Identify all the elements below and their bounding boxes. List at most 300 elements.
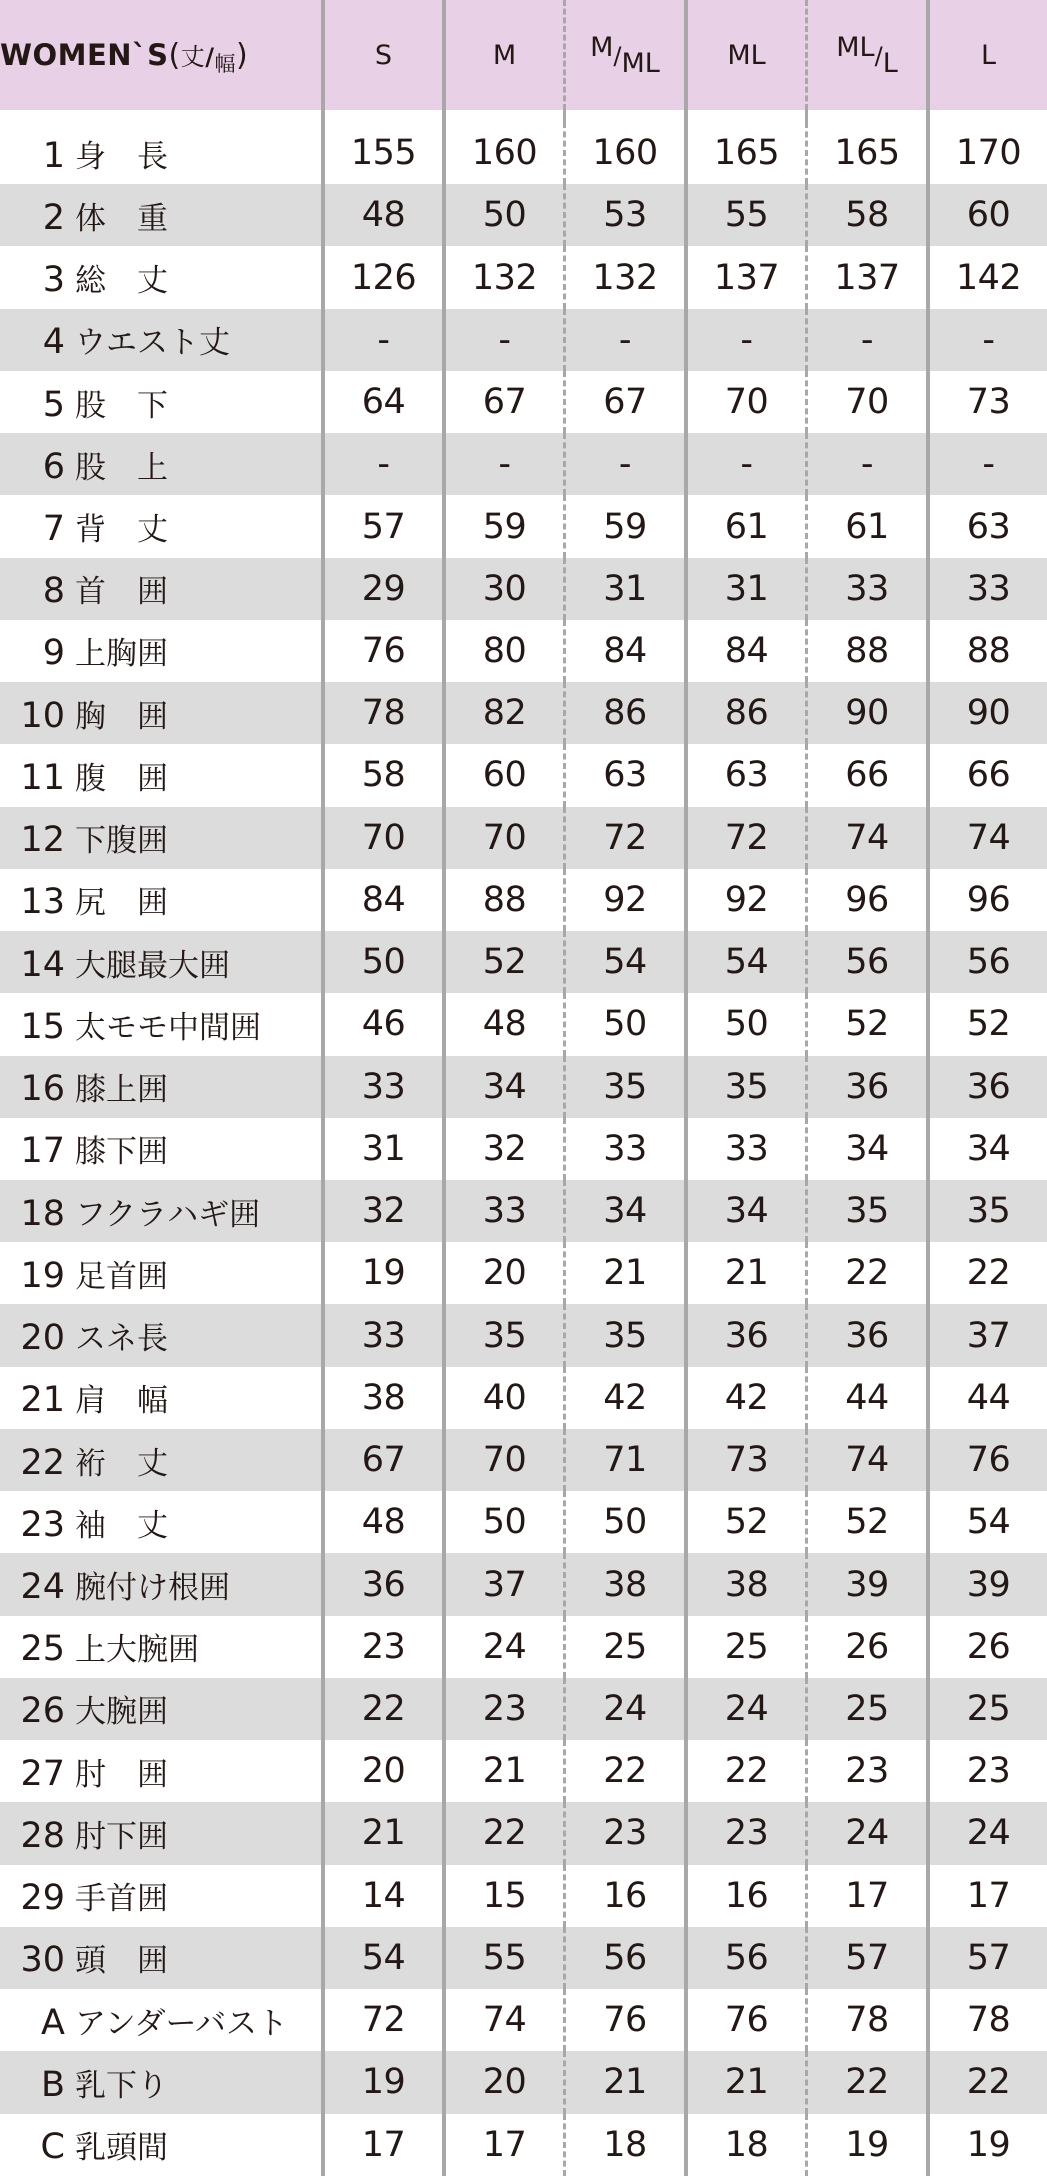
size-fraction-top: ML	[836, 31, 875, 63]
table-row	[0, 1802, 1047, 1864]
measurement-name: ウエスト丈	[75, 325, 230, 362]
value-cell-m-ml: -	[563, 309, 684, 371]
measurement-label	[0, 433, 321, 495]
value-cell-l: -	[926, 433, 1047, 495]
value-cell-m-ml: 33	[563, 1118, 684, 1180]
measurement-number: 11	[20, 757, 65, 798]
measurement-label	[0, 993, 321, 1055]
measurement-name: 太モモ中間囲	[75, 1009, 261, 1046]
value-cell-m: 24	[442, 1616, 563, 1678]
size-header-s	[321, 0, 442, 110]
measurement-number: 30	[20, 1940, 65, 1981]
measurement-number: 17	[20, 1131, 65, 1172]
value-cell-m: -	[442, 433, 563, 495]
value-cell-ml-l: 58	[805, 184, 926, 246]
value-cell-m: 30	[442, 558, 563, 620]
measurement-label	[0, 2051, 321, 2113]
measurement-name: フクラハギ囲	[75, 1196, 261, 1233]
measurement-number: 16	[20, 1069, 65, 1110]
value-cell-m: 160	[442, 122, 563, 184]
value-cell-m-ml: 160	[563, 122, 684, 184]
value-cell-ml: 34	[684, 1180, 805, 1242]
size-fraction-bottom: ML	[621, 47, 660, 79]
measurement-label	[0, 931, 321, 993]
value-cell-l: 22	[926, 1242, 1047, 1304]
value-cell-m: 82	[442, 682, 563, 744]
chart-title	[0, 0, 321, 110]
value-cell-ml-l: 137	[805, 246, 926, 308]
measurement-number: 20	[20, 1318, 65, 1359]
value-cell-s: 33	[321, 1056, 442, 1118]
value-cell-m-ml: 56	[563, 1927, 684, 1989]
table-row	[0, 2114, 1047, 2176]
value-cell-l: 34	[926, 1118, 1047, 1180]
table-row	[0, 620, 1047, 682]
measurement-label	[0, 184, 321, 246]
value-cell-l: 96	[926, 869, 1047, 931]
measurement-number: 19	[20, 1255, 65, 1296]
measurement-label	[0, 558, 321, 620]
value-cell-ml-l: 36	[805, 1304, 926, 1366]
measurement-label	[0, 246, 321, 308]
table-row	[0, 1180, 1047, 1242]
measurement-name: 肘下囲	[75, 1818, 168, 1855]
value-cell-s: 46	[321, 993, 442, 1055]
value-cell-m: 21	[442, 1740, 563, 1802]
value-cell-m-ml: -	[563, 433, 684, 495]
value-cell-l: 52	[926, 993, 1047, 1055]
value-cell-ml-l: 34	[805, 1118, 926, 1180]
value-cell-m: 132	[442, 246, 563, 308]
value-cell-ml-l: 17	[805, 1865, 926, 1927]
measurement-number: 6	[42, 446, 65, 487]
measurement-name: 尻 囲	[75, 885, 168, 922]
measurement-label	[0, 869, 321, 931]
value-cell-m: 34	[442, 1056, 563, 1118]
size-label: ML	[727, 39, 766, 71]
value-cell-m: 60	[442, 744, 563, 806]
table-row	[0, 1491, 1047, 1553]
table-row	[0, 744, 1047, 806]
measurement-name: 乳下り	[75, 2067, 168, 2104]
measurement-name: 股 下	[75, 387, 168, 424]
value-cell-ml: 35	[684, 1056, 805, 1118]
value-cell-ml: 23	[684, 1802, 805, 1864]
measurement-number: 24	[20, 1567, 65, 1607]
measurement-number: 29	[20, 1878, 65, 1919]
value-cell-s: 17	[321, 2114, 442, 2176]
value-cell-s: 54	[321, 1927, 442, 1989]
measurement-number: A	[41, 2002, 65, 2043]
value-cell-l: 57	[926, 1927, 1047, 1989]
value-cell-ml: 36	[684, 1304, 805, 1366]
value-cell-ml-l: -	[805, 433, 926, 495]
measurement-name: 手首囲	[75, 1881, 168, 1918]
value-cell-l: 19	[926, 2114, 1047, 2176]
value-cell-m-ml: 84	[563, 620, 684, 682]
table-row	[0, 558, 1047, 620]
value-cell-ml-l: 88	[805, 620, 926, 682]
value-cell-m-ml: 18	[563, 2114, 684, 2176]
measurement-number: 27	[20, 1753, 65, 1794]
value-cell-l: 17	[926, 1865, 1047, 1927]
value-cell-l: 39	[926, 1553, 1047, 1615]
measurement-number: 7	[42, 509, 65, 550]
value-cell-ml-l: 90	[805, 682, 926, 744]
value-cell-ml: 72	[684, 807, 805, 869]
value-cell-m: 32	[442, 1118, 563, 1180]
value-cell-ml: 61	[684, 495, 805, 557]
value-cell-m: 20	[442, 1242, 563, 1304]
value-cell-m: 74	[442, 1989, 563, 2051]
value-cell-m: 59	[442, 495, 563, 557]
measurement-number: C	[40, 2127, 65, 2168]
value-cell-s: 38	[321, 1367, 442, 1429]
value-cell-s: 48	[321, 1491, 442, 1553]
header-spacer	[0, 110, 1047, 122]
value-cell-m-ml: 42	[563, 1367, 684, 1429]
value-cell-ml: 42	[684, 1367, 805, 1429]
value-cell-m-ml: 35	[563, 1304, 684, 1366]
size-label: L	[980, 39, 997, 71]
value-cell-l: 26	[926, 1616, 1047, 1678]
unit-paren-open: (	[168, 38, 181, 73]
value-cell-ml-l: 61	[805, 495, 926, 557]
value-cell-ml-l: 24	[805, 1802, 926, 1864]
value-cell-l: 33	[926, 558, 1047, 620]
table-row	[0, 309, 1047, 371]
table-row	[0, 2051, 1047, 2113]
value-cell-ml-l: 33	[805, 558, 926, 620]
value-cell-m: 40	[442, 1367, 563, 1429]
value-cell-s: 57	[321, 495, 442, 557]
measurement-label	[0, 2114, 321, 2176]
value-cell-s: 20	[321, 1740, 442, 1802]
size-header-l	[926, 0, 1047, 110]
value-cell-m-ml: 92	[563, 869, 684, 931]
measurement-name: 首 囲	[75, 574, 168, 611]
value-cell-s: 72	[321, 1989, 442, 2051]
measurement-name: 膝下囲	[75, 1134, 168, 1171]
measurement-label	[0, 309, 321, 371]
value-cell-s: 29	[321, 558, 442, 620]
value-cell-ml-l: 44	[805, 1367, 926, 1429]
measurement-number: B	[40, 2064, 65, 2105]
value-cell-ml-l: 25	[805, 1678, 926, 1740]
measurement-number: 14	[20, 944, 65, 985]
value-cell-l: 74	[926, 807, 1047, 869]
value-cell-ml: 54	[684, 931, 805, 993]
value-cell-l: 54	[926, 1491, 1047, 1553]
value-cell-ml-l: 66	[805, 744, 926, 806]
measurement-number: 15	[20, 1006, 65, 1047]
measurement-name: 袖 丈	[75, 1507, 168, 1544]
measurement-label	[0, 1989, 321, 2051]
measurement-label	[0, 371, 321, 433]
value-cell-m: 22	[442, 1802, 563, 1864]
measurement-name: 大腕囲	[75, 1694, 168, 1731]
table-row	[0, 433, 1047, 495]
value-cell-m: 37	[442, 1553, 563, 1615]
value-cell-ml-l: 52	[805, 1491, 926, 1553]
value-cell-l: 78	[926, 1989, 1047, 2051]
value-cell-m: 50	[442, 184, 563, 246]
measurement-number: 18	[20, 1193, 65, 1234]
value-cell-ml: -	[684, 309, 805, 371]
value-cell-m-ml: 59	[563, 495, 684, 557]
value-cell-m: 20	[442, 2051, 563, 2113]
value-cell-ml-l: 22	[805, 1242, 926, 1304]
measurement-number: 26	[20, 1691, 65, 1732]
value-cell-s: 64	[321, 371, 442, 433]
value-cell-m-ml: 34	[563, 1180, 684, 1242]
value-cell-ml-l: 56	[805, 931, 926, 993]
value-cell-ml: 165	[684, 122, 805, 184]
value-cell-ml: 50	[684, 993, 805, 1055]
value-cell-m-ml: 50	[563, 993, 684, 1055]
measurement-name: 頭 囲	[75, 1943, 168, 1980]
value-cell-ml-l: 23	[805, 1740, 926, 1802]
value-cell-m-ml: 31	[563, 558, 684, 620]
value-cell-l: 170	[926, 122, 1047, 184]
table-row	[0, 1118, 1047, 1180]
measurement-label	[0, 1118, 321, 1180]
measurement-label	[0, 1927, 321, 1989]
value-cell-ml: 16	[684, 1865, 805, 1927]
value-cell-s: 21	[321, 1802, 442, 1864]
value-cell-s: 84	[321, 869, 442, 931]
value-cell-l: 23	[926, 1740, 1047, 1802]
measurement-name: 背 丈	[75, 512, 168, 549]
value-cell-ml: 33	[684, 1118, 805, 1180]
value-cell-m-ml: 76	[563, 1989, 684, 2051]
measurement-number: 3	[42, 260, 65, 301]
value-cell-ml-l: 70	[805, 371, 926, 433]
value-cell-s: 32	[321, 1180, 442, 1242]
value-cell-ml: 21	[684, 1242, 805, 1304]
table-row	[0, 184, 1047, 246]
value-cell-m: 55	[442, 1927, 563, 1989]
value-cell-s: 155	[321, 122, 442, 184]
value-cell-s: 14	[321, 1865, 442, 1927]
unit-paren-close: )	[235, 38, 249, 73]
value-cell-m: 48	[442, 993, 563, 1055]
value-cell-ml-l: 74	[805, 1429, 926, 1491]
table-row	[0, 1056, 1047, 1118]
value-cell-m: 88	[442, 869, 563, 931]
value-cell-m-ml: 35	[563, 1056, 684, 1118]
value-cell-m: 80	[442, 620, 563, 682]
size-fraction-bottom: L	[882, 47, 898, 79]
table-row	[0, 495, 1047, 557]
table-row	[0, 993, 1047, 1055]
measurement-number: 1	[42, 135, 65, 176]
value-cell-m: 52	[442, 931, 563, 993]
table-row	[0, 807, 1047, 869]
value-cell-ml: 31	[684, 558, 805, 620]
measurement-label	[0, 1242, 321, 1304]
value-cell-l: 37	[926, 1304, 1047, 1366]
value-cell-m: 70	[442, 1429, 563, 1491]
table-row	[0, 1616, 1047, 1678]
value-cell-ml: 55	[684, 184, 805, 246]
value-cell-ml-l: 74	[805, 807, 926, 869]
value-cell-l: 73	[926, 371, 1047, 433]
value-cell-ml-l: 52	[805, 993, 926, 1055]
value-cell-ml-l: 78	[805, 1989, 926, 2051]
measurement-number: 25	[20, 1629, 65, 1670]
measurement-label	[0, 1367, 321, 1429]
measurement-number: 9	[42, 633, 65, 674]
value-cell-ml-l: 165	[805, 122, 926, 184]
value-cell-l: 35	[926, 1180, 1047, 1242]
size-header-ml	[684, 0, 805, 110]
value-cell-ml-l: 22	[805, 2051, 926, 2113]
measurement-label	[0, 1802, 321, 1864]
size-chart-body	[0, 122, 1047, 2176]
value-cell-m-ml: 132	[563, 246, 684, 308]
measurement-number: 28	[20, 1815, 65, 1856]
measurement-name: 肩 幅	[75, 1383, 168, 1420]
size-fraction-slash: /	[613, 41, 622, 70]
value-cell-ml: 18	[684, 2114, 805, 2176]
value-cell-l: 56	[926, 931, 1047, 993]
value-cell-l: 76	[926, 1429, 1047, 1491]
measurement-name: 大腿最大囲	[75, 947, 230, 984]
value-cell-l: 142	[926, 246, 1047, 308]
value-cell-ml: 92	[684, 869, 805, 931]
value-cell-s: 19	[321, 1242, 442, 1304]
value-cell-ml-l: 39	[805, 1553, 926, 1615]
measurement-name: 乳頭間	[75, 2130, 168, 2167]
value-cell-m-ml: 21	[563, 1242, 684, 1304]
size-label: M	[492, 39, 517, 71]
value-cell-s: 23	[321, 1616, 442, 1678]
measurement-label	[0, 495, 321, 557]
value-cell-s: -	[321, 309, 442, 371]
value-cell-ml: 86	[684, 682, 805, 744]
measurement-label	[0, 1491, 321, 1553]
value-cell-s: 19	[321, 2051, 442, 2113]
table-row	[0, 371, 1047, 433]
measurement-name: アンダーバスト	[75, 2005, 288, 2042]
value-cell-l: 90	[926, 682, 1047, 744]
value-cell-s: 78	[321, 682, 442, 744]
value-cell-m: -	[442, 309, 563, 371]
value-cell-m-ml: 50	[563, 1491, 684, 1553]
value-cell-ml: 73	[684, 1429, 805, 1491]
value-cell-ml: 84	[684, 620, 805, 682]
measurement-label	[0, 122, 321, 184]
value-cell-m-ml: 72	[563, 807, 684, 869]
table-row	[0, 1678, 1047, 1740]
value-cell-l: 63	[926, 495, 1047, 557]
measurement-label	[0, 1553, 321, 1615]
measurement-number: 21	[20, 1380, 65, 1421]
measurement-label	[0, 744, 321, 806]
value-cell-ml-l: 36	[805, 1056, 926, 1118]
measurement-number: 5	[42, 384, 65, 425]
measurement-name: 胸 囲	[75, 698, 168, 735]
measurement-name: 腹 囲	[75, 760, 168, 797]
size-fraction-top: M	[590, 31, 614, 63]
value-cell-m: 23	[442, 1678, 563, 1740]
table-row	[0, 1865, 1047, 1927]
header-row	[0, 0, 1047, 110]
table-row	[0, 931, 1047, 993]
value-cell-l: 44	[926, 1367, 1047, 1429]
value-cell-ml: 56	[684, 1927, 805, 1989]
measurement-number: 23	[20, 1504, 65, 1545]
measurement-label	[0, 1616, 321, 1678]
measurement-name: 肘 囲	[75, 1756, 168, 1793]
value-cell-m-ml: 23	[563, 1802, 684, 1864]
value-cell-ml: 76	[684, 1989, 805, 2051]
unit-length-label: 丈	[180, 43, 206, 71]
measurement-number: 2	[42, 197, 65, 238]
measurement-label	[0, 1678, 321, 1740]
table-row	[0, 869, 1047, 931]
value-cell-s: 48	[321, 184, 442, 246]
value-cell-ml-l: 19	[805, 2114, 926, 2176]
measurement-label	[0, 1740, 321, 1802]
measurement-number: 12	[20, 820, 65, 861]
measurement-name: 腕付け根囲	[75, 1570, 230, 1606]
value-cell-s: 50	[321, 931, 442, 993]
measurement-label	[0, 1304, 321, 1366]
measurement-label	[0, 1056, 321, 1118]
value-cell-m: 70	[442, 807, 563, 869]
table-row	[0, 1553, 1047, 1615]
table-row	[0, 1367, 1047, 1429]
unit-width-label: 幅	[214, 52, 236, 76]
value-cell-m-ml: 71	[563, 1429, 684, 1491]
table-row	[0, 682, 1047, 744]
value-cell-m-ml: 63	[563, 744, 684, 806]
measurement-label	[0, 1865, 321, 1927]
measurement-name: 体 重	[75, 200, 168, 237]
value-cell-m-ml: 86	[563, 682, 684, 744]
table-row	[0, 1989, 1047, 2051]
value-cell-m-ml: 25	[563, 1616, 684, 1678]
value-cell-m-ml: 67	[563, 371, 684, 433]
unit-slash: /	[205, 43, 215, 71]
size-label: S	[374, 39, 393, 71]
value-cell-ml-l: -	[805, 309, 926, 371]
value-cell-ml-l: 96	[805, 869, 926, 931]
measurement-number: 4	[42, 322, 65, 363]
value-cell-m: 33	[442, 1180, 563, 1242]
value-cell-m-ml: 22	[563, 1740, 684, 1802]
value-cell-ml: 22	[684, 1740, 805, 1802]
measurement-name: 上胸囲	[75, 636, 168, 673]
measurement-number: 10	[20, 695, 65, 736]
value-cell-ml-l: 57	[805, 1927, 926, 1989]
value-cell-ml: 70	[684, 371, 805, 433]
value-cell-l: 24	[926, 1802, 1047, 1864]
value-cell-ml: 137	[684, 246, 805, 308]
measurement-name: 上大腕囲	[75, 1632, 199, 1669]
measurement-name: 総 丈	[75, 263, 168, 300]
table-row	[0, 1429, 1047, 1491]
measurement-number: 8	[42, 571, 65, 612]
value-cell-m-ml: 16	[563, 1865, 684, 1927]
value-cell-l: 36	[926, 1056, 1047, 1118]
value-cell-s: 67	[321, 1429, 442, 1491]
measurement-label	[0, 682, 321, 744]
measurement-name: 膝上囲	[75, 1072, 168, 1109]
measurement-name: 股 上	[75, 449, 168, 486]
